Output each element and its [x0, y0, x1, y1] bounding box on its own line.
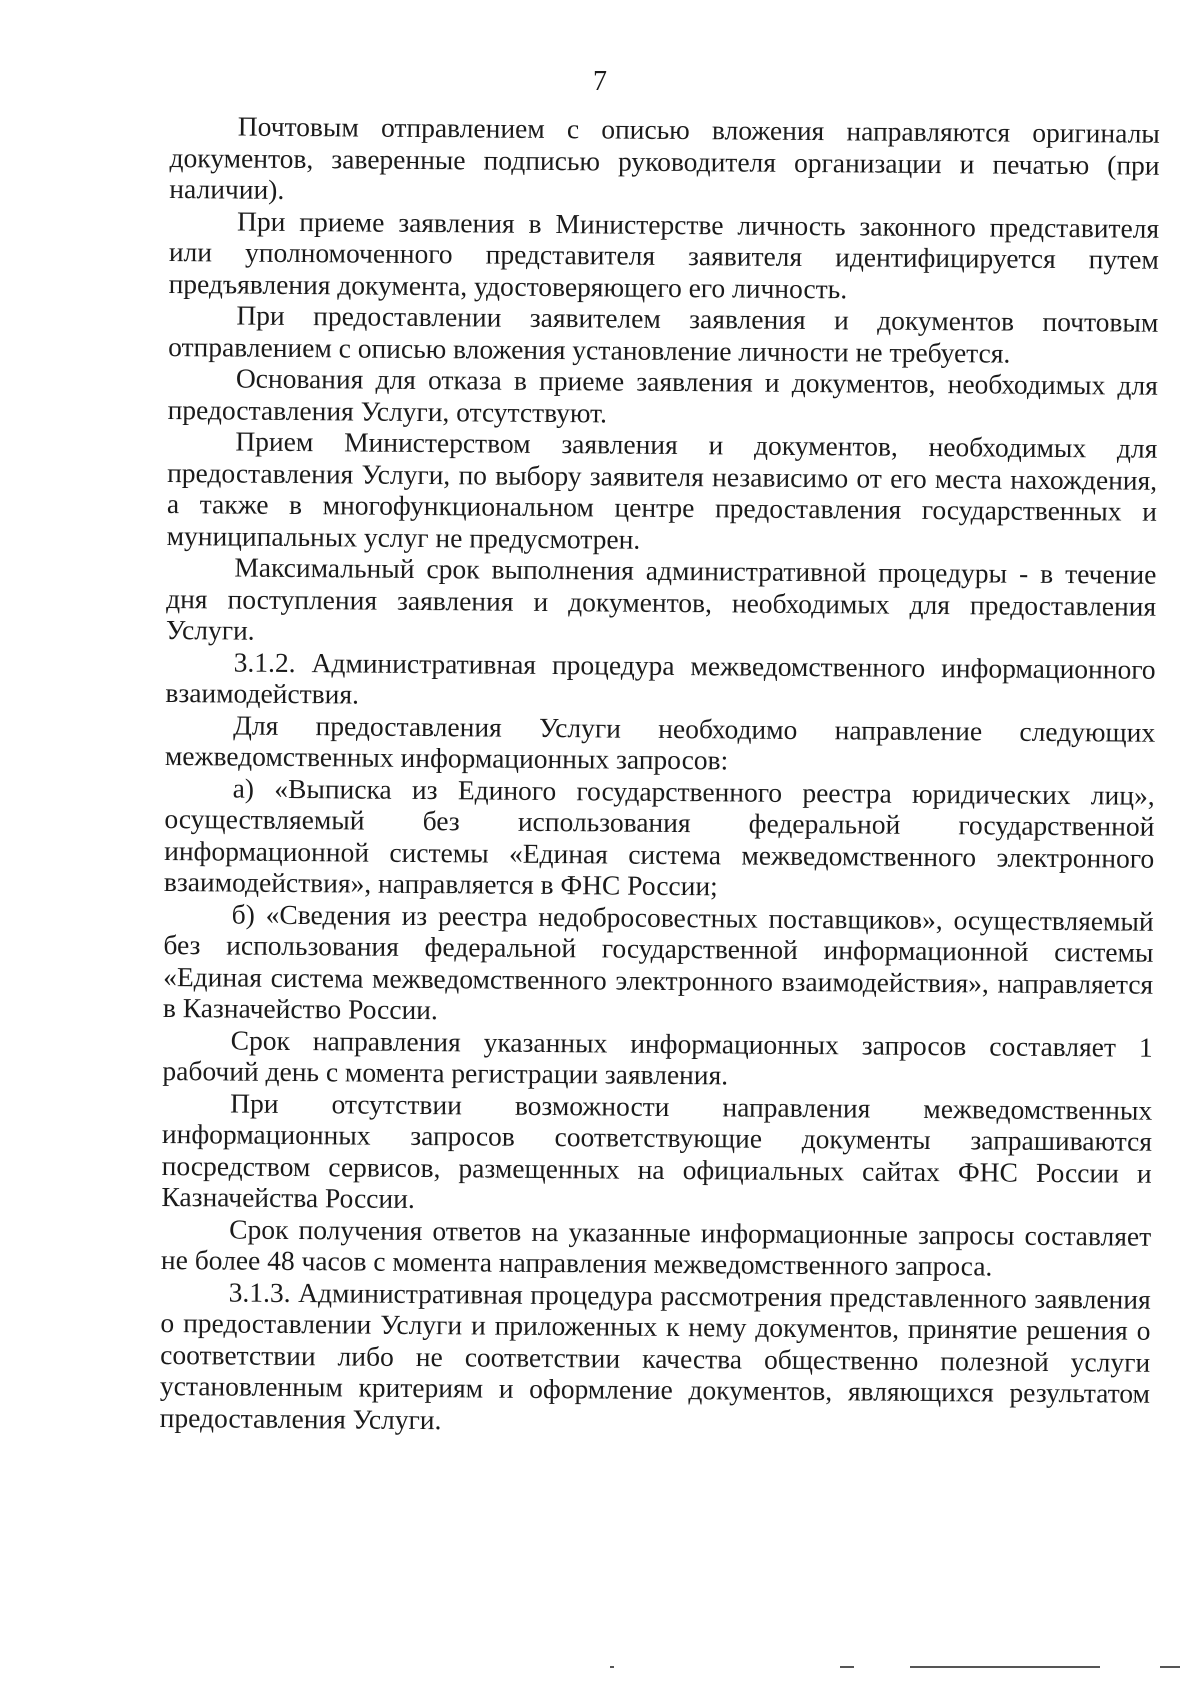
paragraph-reception-location: Прием Министерством заявления и документов, необходимых для предоставления Услуги, по выбору заявителя независимо от его места нахождения, а также в многофункциональном центре предоставления государственных и муниципальных услуг не предусмотрен. — [166, 425, 1158, 555]
scan-mark — [610, 1666, 614, 1668]
scan-mark — [1160, 1666, 1180, 1668]
paragraph-max-term: Максимальный срок выполнения административной процедуры - в течение дня поступления заявления и документов, необходимых для предоставления Услуги. — [165, 551, 1157, 646]
paragraph-request-term: Срок направления указанных информационных запросов составляет 1 рабочий день с момента регистрации заявления. — [162, 1024, 1153, 1091]
paragraph-refusal-grounds: Основания для отказа в приеме заявления и документов, необходимых для предоставления Услуги, отсутствуют. — [167, 362, 1158, 428]
document-body — [160, 110, 1160, 1441]
paragraph-no-possibility: При отсутствии возможности направления межведомственных информационных запросов соответствующие документы запрашиваются посредством сервисов, размещенных на официальных сайтах ФНС России и Казначейства России. — [161, 1087, 1153, 1214]
paragraph-identity-check: При приеме заявления в Министерстве личность законного представителя или уполномоченного представителя заявителя идентифицируется путем предъявления документа, удостоверяющего его личность. — [168, 205, 1160, 304]
scan-artifacts — [0, 1658, 1200, 1678]
paragraph-postal-identity: При предоставлении заявителем заявления и документов почтовым отправлением с описью вложения установление личности не требуется. — [168, 299, 1159, 369]
list-item-a: а) «Выписка из Единого государственного реестра юридических лиц», осуществляемый без использования федеральной государственной информационной системы «Единая система межведомственного электронного взаимодействия», направляется в ФНС России; — [163, 772, 1155, 902]
section-heading-3-1-2: 3.1.2. Административная процедура межведомственного информационного взаимодействия. — [165, 646, 1156, 710]
paragraph-response-term: Срок получения ответов на указанные информационные запросы составляет не более 48 часов с момента направления межведомственного запроса. — [160, 1213, 1152, 1282]
page-number: 7 — [593, 66, 607, 97]
scan-mark — [840, 1666, 854, 1668]
list-item-b: б) «Сведения из реестра недобросовестных поставщиков», осуществляемый без использования федеральной государственной информационной системы «Единая система межведомственного электронного взаимодействия», направляется в Казначейство России. — [162, 898, 1154, 1026]
scan-mark — [910, 1666, 1100, 1668]
paragraph-postal-originals: Почтовым отправлением с описью вложения направляются оригиналы документов, заверенные подписью руководителя организации и печатью (при наличии). — [169, 110, 1160, 205]
section-heading-3-1-3: 3.1.3. Административная процедура рассмотрения представленного заявления о предоставлении Услуги и приложенных к нему документов, принятие решения о соответствии либо не соответствии качества общественно полезной услуги установленным критериям и оформление документов, являющихся результатом предоставления Услуги. — [159, 1275, 1151, 1435]
paragraph-requests-intro: Для предоставления Услуги необходимо направление следующих межведомственных информационных запросов: — [164, 709, 1156, 776]
